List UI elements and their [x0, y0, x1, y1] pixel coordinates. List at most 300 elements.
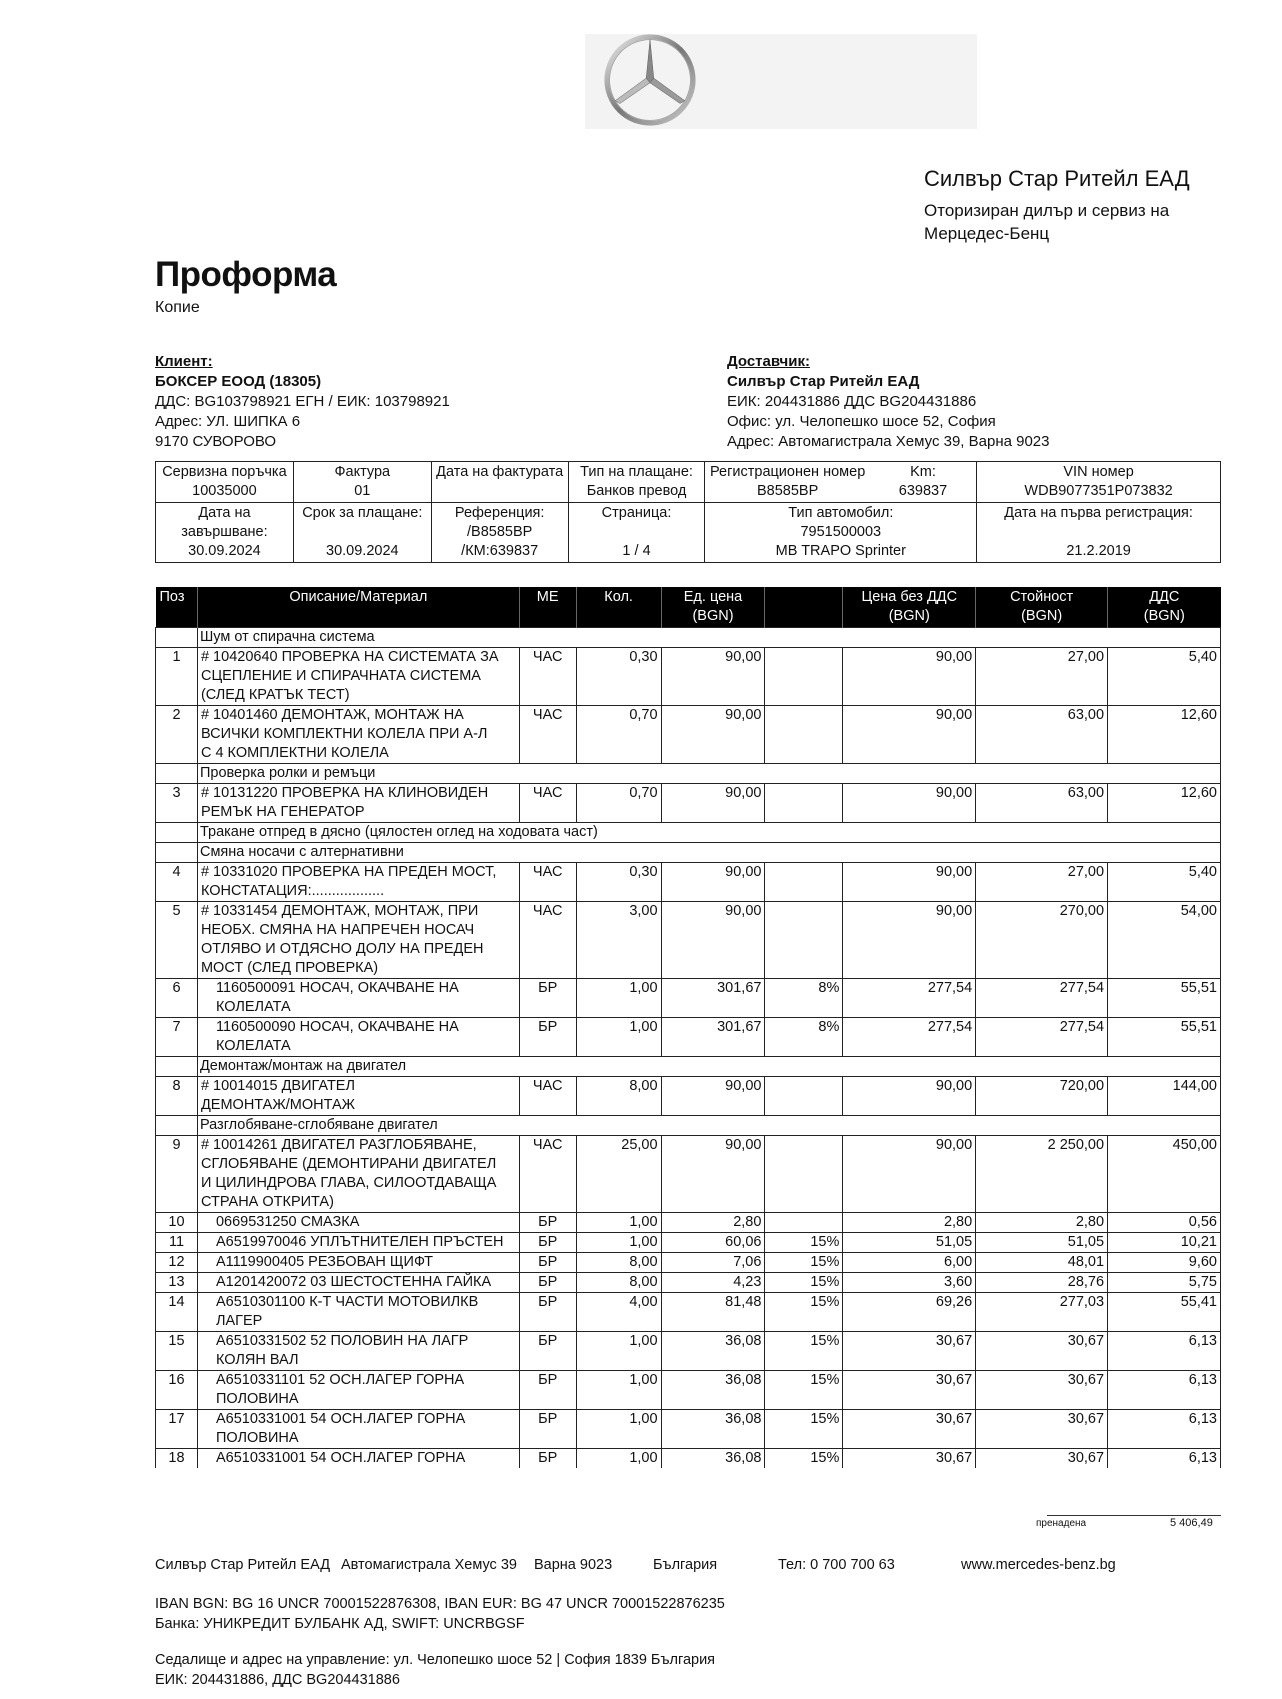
header-net-price [843, 587, 976, 628]
footer-iban: IBAN BGN: BG 16 UNCR 70001522876308, IBAN EUR: BG 47 UNCR 70001522876235 [155, 1596, 725, 1612]
item-discount: 15% [765, 1449, 843, 1469]
header-value-currency: (BGN) [1021, 608, 1063, 624]
invoice-cell [293, 462, 431, 503]
km-value: 639837 [898, 483, 948, 499]
item-net-price: 30,67 [843, 1410, 976, 1449]
item-unit-price: 36,08 [661, 1449, 765, 1469]
item-description-line: КОЛЕЛАТА [215, 1038, 291, 1054]
item-unit: ЧАС [519, 863, 576, 902]
items-table [155, 587, 1221, 1468]
item-net-price: 30,67 [843, 1371, 976, 1410]
item-qty: 1,00 [576, 1233, 661, 1253]
item-description-line: # 10420640 ПРОВЕРКА НА СИСТЕМАТА ЗА [200, 649, 499, 665]
item-vat: 450,00 [1108, 1136, 1221, 1213]
item-pos: 11 [156, 1233, 198, 1253]
item-qty: 1,00 [576, 1213, 661, 1233]
item-description-line: ОТЛЯВО И ОТДЯСНО ДОЛУ НА ПРЕДЕН [200, 941, 484, 957]
item-discount [765, 1077, 843, 1116]
item-discount [765, 706, 843, 764]
item-unit: ЧАС [519, 1077, 576, 1116]
payment-type-label: Тип на плащане: [580, 464, 693, 480]
item-qty: 25,00 [576, 1136, 661, 1213]
item-description-line: ВСИЧКИ КОМПЛЕКТНИ КОЛЕЛА ПРИ А-Л [200, 726, 488, 742]
item-value: 30,67 [976, 1332, 1108, 1371]
vehicle-code: 7951500003 [800, 524, 882, 540]
item-unit-price: 301,67 [661, 979, 765, 1018]
item-pos: 17 [156, 1410, 198, 1449]
supplier-heading: Доставчик: [727, 353, 810, 370]
item-vat: 12,60 [1108, 784, 1221, 823]
invoice-date-label: Дата на фактурата [436, 464, 564, 480]
item-row [156, 1410, 1221, 1449]
document-copy-label: Копие [155, 299, 200, 316]
item-description-line: # 10014261 ДВИГАТЕЛ РАЗГЛОБЯВАНЕ, [200, 1137, 477, 1153]
reference-cell [431, 503, 568, 563]
item-unit-price: 2,80 [661, 1213, 765, 1233]
item-description [197, 1253, 519, 1273]
item-pos: 18 [156, 1449, 198, 1469]
item-unit: БР [519, 1273, 576, 1293]
item-unit-price: 90,00 [661, 902, 765, 979]
service-order-cell [156, 462, 294, 503]
item-net-price: 51,05 [843, 1233, 976, 1253]
item-description [197, 902, 519, 979]
item-value: 30,67 [976, 1410, 1108, 1449]
footer-id: ЕИК: 204431886, ДДС BG204431886 [155, 1672, 400, 1688]
item-value: 30,67 [976, 1371, 1108, 1410]
invoice-date-cell [431, 462, 568, 503]
first-registration-cell [977, 503, 1221, 563]
item-vat: 12,60 [1108, 706, 1221, 764]
item-net-price: 90,00 [843, 1136, 976, 1213]
item-vat: 5,40 [1108, 863, 1221, 902]
item-description [197, 1293, 519, 1332]
item-unit: БР [519, 1018, 576, 1057]
item-value: 27,00 [976, 863, 1108, 902]
first-registration-date: 21.2.2019 [1066, 543, 1131, 559]
footer-bank: Банка: УНИКРЕДИТ БУЛБАНК АД, SWIFT: UNCRBGSF [155, 1616, 525, 1632]
item-value: 30,67 [976, 1449, 1108, 1469]
item-qty: 1,00 [576, 979, 661, 1018]
header-description: Описание/Материал [197, 587, 519, 628]
completion-date: 30.09.2024 [188, 543, 261, 559]
item-qty: 1,00 [576, 1332, 661, 1371]
km-cell [870, 462, 977, 503]
item-discount [765, 1213, 843, 1233]
item-description-line: # 10331454 ДЕМОНТАЖ, МОНТАЖ, ПРИ [200, 903, 479, 919]
item-row [156, 1273, 1221, 1293]
item-qty: 1,00 [576, 1449, 661, 1469]
page-label: Страница: [601, 505, 672, 521]
item-description-line: С 4 КОМПЛЕКТНИ КОЛЕЛА [200, 745, 389, 761]
item-value: 270,00 [976, 902, 1108, 979]
item-row [156, 1213, 1221, 1233]
item-pos: 9 [156, 1136, 198, 1213]
item-pos: 5 [156, 902, 198, 979]
item-net-price: 277,54 [843, 979, 976, 1018]
item-description-line: КОНСТАТАЦИЯ:.................. [200, 883, 385, 899]
item-vat: 55,51 [1108, 1018, 1221, 1057]
item-qty: 3,00 [576, 902, 661, 979]
item-description-line: СТРАНА ОТКРИТА) [200, 1194, 334, 1210]
item-pos: 7 [156, 1018, 198, 1057]
header-vat [1108, 587, 1221, 628]
item-description [197, 979, 519, 1018]
item-vat: 6,13 [1108, 1410, 1221, 1449]
item-qty: 8,00 [576, 1273, 661, 1293]
item-description [197, 784, 519, 823]
item-net-price: 3,60 [843, 1273, 976, 1293]
item-unit: ЧАС [519, 902, 576, 979]
item-row [156, 706, 1221, 764]
item-row [156, 784, 1221, 823]
item-pos: 12 [156, 1253, 198, 1273]
header-value-text: Стойност [1010, 589, 1074, 605]
client-city: 9170 СУВОРОВО [155, 433, 277, 450]
item-row [156, 1332, 1221, 1371]
section-title: Смяна носачи с алтернативни [197, 843, 1220, 863]
item-unit: БР [519, 1410, 576, 1449]
item-description-line: 1160500091 НОСАЧ, ОКАЧВАНЕ НА [215, 980, 459, 996]
item-value: 2 250,00 [976, 1136, 1108, 1213]
item-description-line: НЕОБХ. СМЯНА НА НАПРЕЧЕН НОСАЧ [200, 922, 475, 938]
dealer-name: Силвър Стар Ритейл ЕАД [924, 166, 1190, 191]
item-qty: 8,00 [576, 1253, 661, 1273]
item-discount: 8% [765, 1018, 843, 1057]
dealer-subtitle-line: Мерцедес-Бенц [924, 224, 1050, 243]
section-row [156, 1116, 1221, 1136]
item-description-line: A6510331502 52 ПОЛОВИН НА ЛАГР [215, 1333, 469, 1349]
item-discount [765, 784, 843, 823]
item-unit: БР [519, 1293, 576, 1332]
item-qty: 0,30 [576, 863, 661, 902]
section-title: Проверка ролки и ремъци [197, 764, 1220, 784]
item-row [156, 1136, 1221, 1213]
item-net-price: 90,00 [843, 784, 976, 823]
item-unit: ЧАС [519, 706, 576, 764]
item-qty: 0,30 [576, 648, 661, 706]
item-vat: 9,60 [1108, 1253, 1221, 1273]
supplier-id: ЕИК: 204431886 ДДС BG204431886 [727, 393, 977, 410]
item-vat: 10,21 [1108, 1233, 1221, 1253]
item-description [197, 648, 519, 706]
item-row [156, 902, 1221, 979]
item-vat: 144,00 [1108, 1077, 1221, 1116]
item-description-line: A6510331001 54 ОСН.ЛАГЕР ГОРНА [215, 1450, 466, 1466]
item-row [156, 979, 1221, 1018]
item-unit-price: 90,00 [661, 648, 765, 706]
item-value: 51,05 [976, 1233, 1108, 1253]
item-discount [765, 863, 843, 902]
section-pos-cell [156, 764, 198, 784]
item-vat: 0,56 [1108, 1213, 1221, 1233]
item-description [197, 1371, 519, 1410]
item-pos: 10 [156, 1213, 198, 1233]
footer-country: България [653, 1557, 718, 1573]
client-vat: ДДС: BG103798921 ЕГН / ЕИК: 103798921 [155, 393, 450, 410]
item-row [156, 863, 1221, 902]
item-unit: БР [519, 1449, 576, 1469]
invoice-value: 01 [354, 483, 371, 499]
item-description-line: A6510301100 К-Т ЧАСТИ МОТОВИЛКВ [215, 1294, 479, 1310]
footer-city: Варна 9023 [534, 1557, 613, 1573]
item-vat: 5,40 [1108, 648, 1221, 706]
item-qty: 1,00 [576, 1018, 661, 1057]
supplier-name: Силвър Стар Ритейл ЕАД [727, 373, 920, 390]
completion-label: Дата на [198, 505, 251, 521]
header-discount [765, 587, 843, 628]
item-description-line: ПОЛОВИНА [215, 1391, 299, 1407]
item-net-price: 90,00 [843, 902, 976, 979]
item-vat: 6,13 [1108, 1449, 1221, 1469]
item-description [197, 1233, 519, 1253]
item-unit-price: 90,00 [661, 1136, 765, 1213]
item-qty: 8,00 [576, 1077, 661, 1116]
item-discount: 15% [765, 1410, 843, 1449]
item-value: 48,01 [976, 1253, 1108, 1273]
item-value: 277,54 [976, 979, 1108, 1018]
item-row [156, 648, 1221, 706]
item-qty: 1,00 [576, 1410, 661, 1449]
item-value: 63,00 [976, 706, 1108, 764]
item-discount: 15% [765, 1371, 843, 1410]
item-description [197, 1332, 519, 1371]
item-row [156, 1233, 1221, 1253]
item-description-line: # 10131220 ПРОВЕРКА НА КЛИНОВИДЕН [200, 785, 489, 801]
item-description-line: # 10331020 ПРОВЕРКА НА ПРЕДЕН МОСТ, [200, 864, 497, 880]
item-value: 720,00 [976, 1077, 1108, 1116]
header-unit-price [661, 587, 765, 628]
items-header-row [156, 587, 1221, 628]
item-unit: БР [519, 1233, 576, 1253]
item-description-line: КОЛЯН ВАЛ [215, 1352, 299, 1368]
item-unit: ЧАС [519, 1136, 576, 1213]
item-row [156, 1371, 1221, 1410]
due-date-value: 30.09.2024 [326, 543, 399, 559]
item-net-price: 90,00 [843, 648, 976, 706]
section-title: Шум от спирачна система [197, 628, 1220, 648]
item-description-line: ЛАГЕР [215, 1313, 263, 1329]
item-description-line: A6510331001 54 ОСН.ЛАГЕР ГОРНА [215, 1411, 466, 1427]
item-row [156, 1449, 1221, 1469]
order-meta-table [155, 461, 1221, 563]
item-unit-price: 90,00 [661, 863, 765, 902]
footer-phone: Тел: 0 700 700 63 [778, 1557, 895, 1573]
footer-company: Силвър Стар Ритейл ЕАД [155, 1557, 331, 1573]
section-title: Демонтаж/монтаж на двигател [197, 1057, 1220, 1077]
section-row [156, 1057, 1221, 1077]
item-qty: 0,70 [576, 706, 661, 764]
client-address: Адрес: УЛ. ШИПКА 6 [155, 413, 301, 430]
item-row [156, 1018, 1221, 1057]
item-net-price: 30,67 [843, 1449, 976, 1469]
supplier-office: Офис: ул. Челопешко шосе 52, София [727, 413, 996, 430]
item-net-price: 69,26 [843, 1293, 976, 1332]
page-cell [568, 503, 705, 563]
item-pos: 3 [156, 784, 198, 823]
item-net-price: 90,00 [843, 1077, 976, 1116]
item-value: 2,80 [976, 1213, 1108, 1233]
item-description-line: ПОЛОВИНА [215, 1430, 299, 1446]
item-description [197, 1273, 519, 1293]
item-discount [765, 1136, 843, 1213]
document-title: Проформа [155, 255, 337, 294]
item-description-line: СГЛОБЯВАНЕ (ДЕМОНТИРАНИ ДВИГАТЕЛ [200, 1156, 497, 1172]
dealer-subtitle [924, 199, 1169, 245]
item-qty: 1,00 [576, 1371, 661, 1410]
item-row [156, 1293, 1221, 1332]
item-discount [765, 902, 843, 979]
reg-number-value: В8585ВР [756, 483, 819, 499]
service-order-value: 10035000 [192, 483, 257, 499]
item-net-price: 90,00 [843, 706, 976, 764]
header-qty: Кол. [576, 587, 661, 628]
item-discount: 15% [765, 1253, 843, 1273]
item-unit: ЧАС [519, 648, 576, 706]
vehicle-type-cell [705, 503, 977, 563]
item-unit-price: 81,48 [661, 1293, 765, 1332]
header-unit-price-currency: (BGN) [692, 608, 734, 624]
item-description-line: A1119900405 РЕЗБОВАН ЩИФТ [215, 1254, 434, 1270]
item-value: 277,54 [976, 1018, 1108, 1057]
service-order-label: Сервизна поръчка [162, 464, 287, 480]
item-unit-price: 90,00 [661, 706, 765, 764]
item-discount [765, 648, 843, 706]
item-unit-price: 90,00 [661, 784, 765, 823]
item-pos: 8 [156, 1077, 198, 1116]
header-unit-price-text: Ед. цена [683, 589, 743, 605]
item-pos: 15 [156, 1332, 198, 1371]
header-vat-text: ДДС [1149, 589, 1180, 605]
reg-number-label: Регистрационен номер [710, 464, 866, 480]
section-row [156, 628, 1221, 648]
item-vat: 55,51 [1108, 979, 1221, 1018]
item-unit: БР [519, 1213, 576, 1233]
item-pos: 2 [156, 706, 198, 764]
item-unit: БР [519, 1332, 576, 1371]
item-vat: 6,13 [1108, 1332, 1221, 1371]
item-description [197, 863, 519, 902]
vin-label: VIN номер [1063, 464, 1134, 480]
header-vat-currency: (BGN) [1143, 608, 1185, 624]
vin-value: WDB9077351P073832 [1024, 483, 1173, 499]
reference-label: Референция: [454, 505, 545, 521]
item-unit: БР [519, 979, 576, 1018]
item-description-line: МОСТ (СЛЕД ПРОВЕРКА) [200, 960, 379, 976]
reference-value: /В8585ВР [467, 524, 533, 540]
carried-forward-label: пренадена [1036, 1518, 1087, 1529]
item-qty: 0,70 [576, 784, 661, 823]
item-description-line: ДЕМОНТАЖ/МОНТАЖ [200, 1097, 356, 1113]
section-pos-cell [156, 823, 198, 843]
invoice-label: Фактура [334, 464, 391, 480]
item-vat: 5,75 [1108, 1273, 1221, 1293]
km-label: Km: [910, 464, 936, 480]
header-value [976, 587, 1108, 628]
client-name: БОКСЕР ЕООД (18305) [155, 373, 322, 390]
section-row [156, 843, 1221, 863]
item-description-line: A6519970046 УПЛЪТНИТЕЛЕН ПРЪСТЕН [215, 1234, 504, 1250]
item-unit-price: 4,23 [661, 1273, 765, 1293]
item-description [197, 1136, 519, 1213]
vehicle-type-label: Тип автомобил: [788, 505, 894, 521]
item-discount: 8% [765, 979, 843, 1018]
item-unit-price: 301,67 [661, 1018, 765, 1057]
section-row [156, 764, 1221, 784]
item-unit-price: 36,08 [661, 1410, 765, 1449]
dealer-subtitle-line: Оторизиран дилър и сервиз на [924, 201, 1170, 220]
item-value: 28,76 [976, 1273, 1108, 1293]
item-vat: 6,13 [1108, 1371, 1221, 1410]
item-description-line: И ЦИЛИНДРОВА ГЛАВА, СИЛООТДАВАЩА [200, 1175, 497, 1191]
item-value: 27,00 [976, 648, 1108, 706]
item-discount: 15% [765, 1293, 843, 1332]
mercedes-star-logo [603, 33, 697, 127]
item-description-line: РЕМЪК НА ГЕНЕРАТОР [200, 804, 365, 820]
item-description [197, 1449, 519, 1469]
item-description-line: СЦЕПЛЕНИЕ И СПИРАЧНАТА СИСТЕМА [200, 668, 481, 684]
item-unit-price: 36,08 [661, 1332, 765, 1371]
item-value: 277,03 [976, 1293, 1108, 1332]
item-description [197, 1410, 519, 1449]
item-pos: 1 [156, 648, 198, 706]
carried-forward-value: 5 406,49 [1170, 1517, 1213, 1529]
item-net-price: 6,00 [843, 1253, 976, 1273]
item-unit-price: 90,00 [661, 1077, 765, 1116]
item-description-line: # 10401460 ДЕМОНТАЖ, МОНТАЖ НА [200, 707, 464, 723]
section-pos-cell [156, 1057, 198, 1077]
item-net-price: 277,54 [843, 1018, 976, 1057]
item-unit-price: 36,08 [661, 1371, 765, 1410]
item-description-line: # 10014015 ДВИГАТЕЛ [200, 1078, 355, 1094]
item-pos: 6 [156, 979, 198, 1018]
header-net-price-text: Цена без ДДС [861, 589, 958, 605]
due-date-label: Срок за плащане: [302, 505, 423, 521]
footer-address: Автомагистрала Хемус 39 [341, 1557, 517, 1573]
item-discount: 15% [765, 1332, 843, 1371]
item-pos: 16 [156, 1371, 198, 1410]
item-description [197, 1213, 519, 1233]
item-value: 63,00 [976, 784, 1108, 823]
item-description [197, 706, 519, 764]
vehicle-model: MB TRAPO Sprinter [775, 543, 906, 559]
reg-number-cell [705, 462, 870, 503]
section-title: Разглобяване-сглобяване двигател [197, 1116, 1220, 1136]
item-net-price: 2,80 [843, 1213, 976, 1233]
items-body [156, 628, 1221, 1469]
item-discount: 15% [765, 1233, 843, 1253]
payment-type-value: Банков превод [586, 483, 687, 499]
item-description [197, 1077, 519, 1116]
carried-forward-rule [1047, 1515, 1221, 1516]
header-pos: Поз [156, 587, 198, 628]
section-title: Тракане отпред в дясно (цялостен оглед на ходовата част) [197, 823, 1220, 843]
item-net-price: 90,00 [843, 863, 976, 902]
payment-type-cell [568, 462, 705, 503]
item-unit: БР [519, 1253, 576, 1273]
item-row [156, 1077, 1221, 1116]
item-vat: 54,00 [1108, 902, 1221, 979]
header-unit: МЕ [519, 587, 576, 628]
section-pos-cell [156, 1116, 198, 1136]
item-pos: 14 [156, 1293, 198, 1332]
item-pos: 13 [156, 1273, 198, 1293]
item-unit: ЧАС [519, 784, 576, 823]
item-description-line: (СЛЕД КРАТЪК ТЕСТ) [200, 687, 350, 703]
section-row [156, 823, 1221, 843]
completion-label: завършване: [181, 524, 268, 540]
footer-website[interactable]: www.mercedes-benz.bg [961, 1557, 1116, 1573]
